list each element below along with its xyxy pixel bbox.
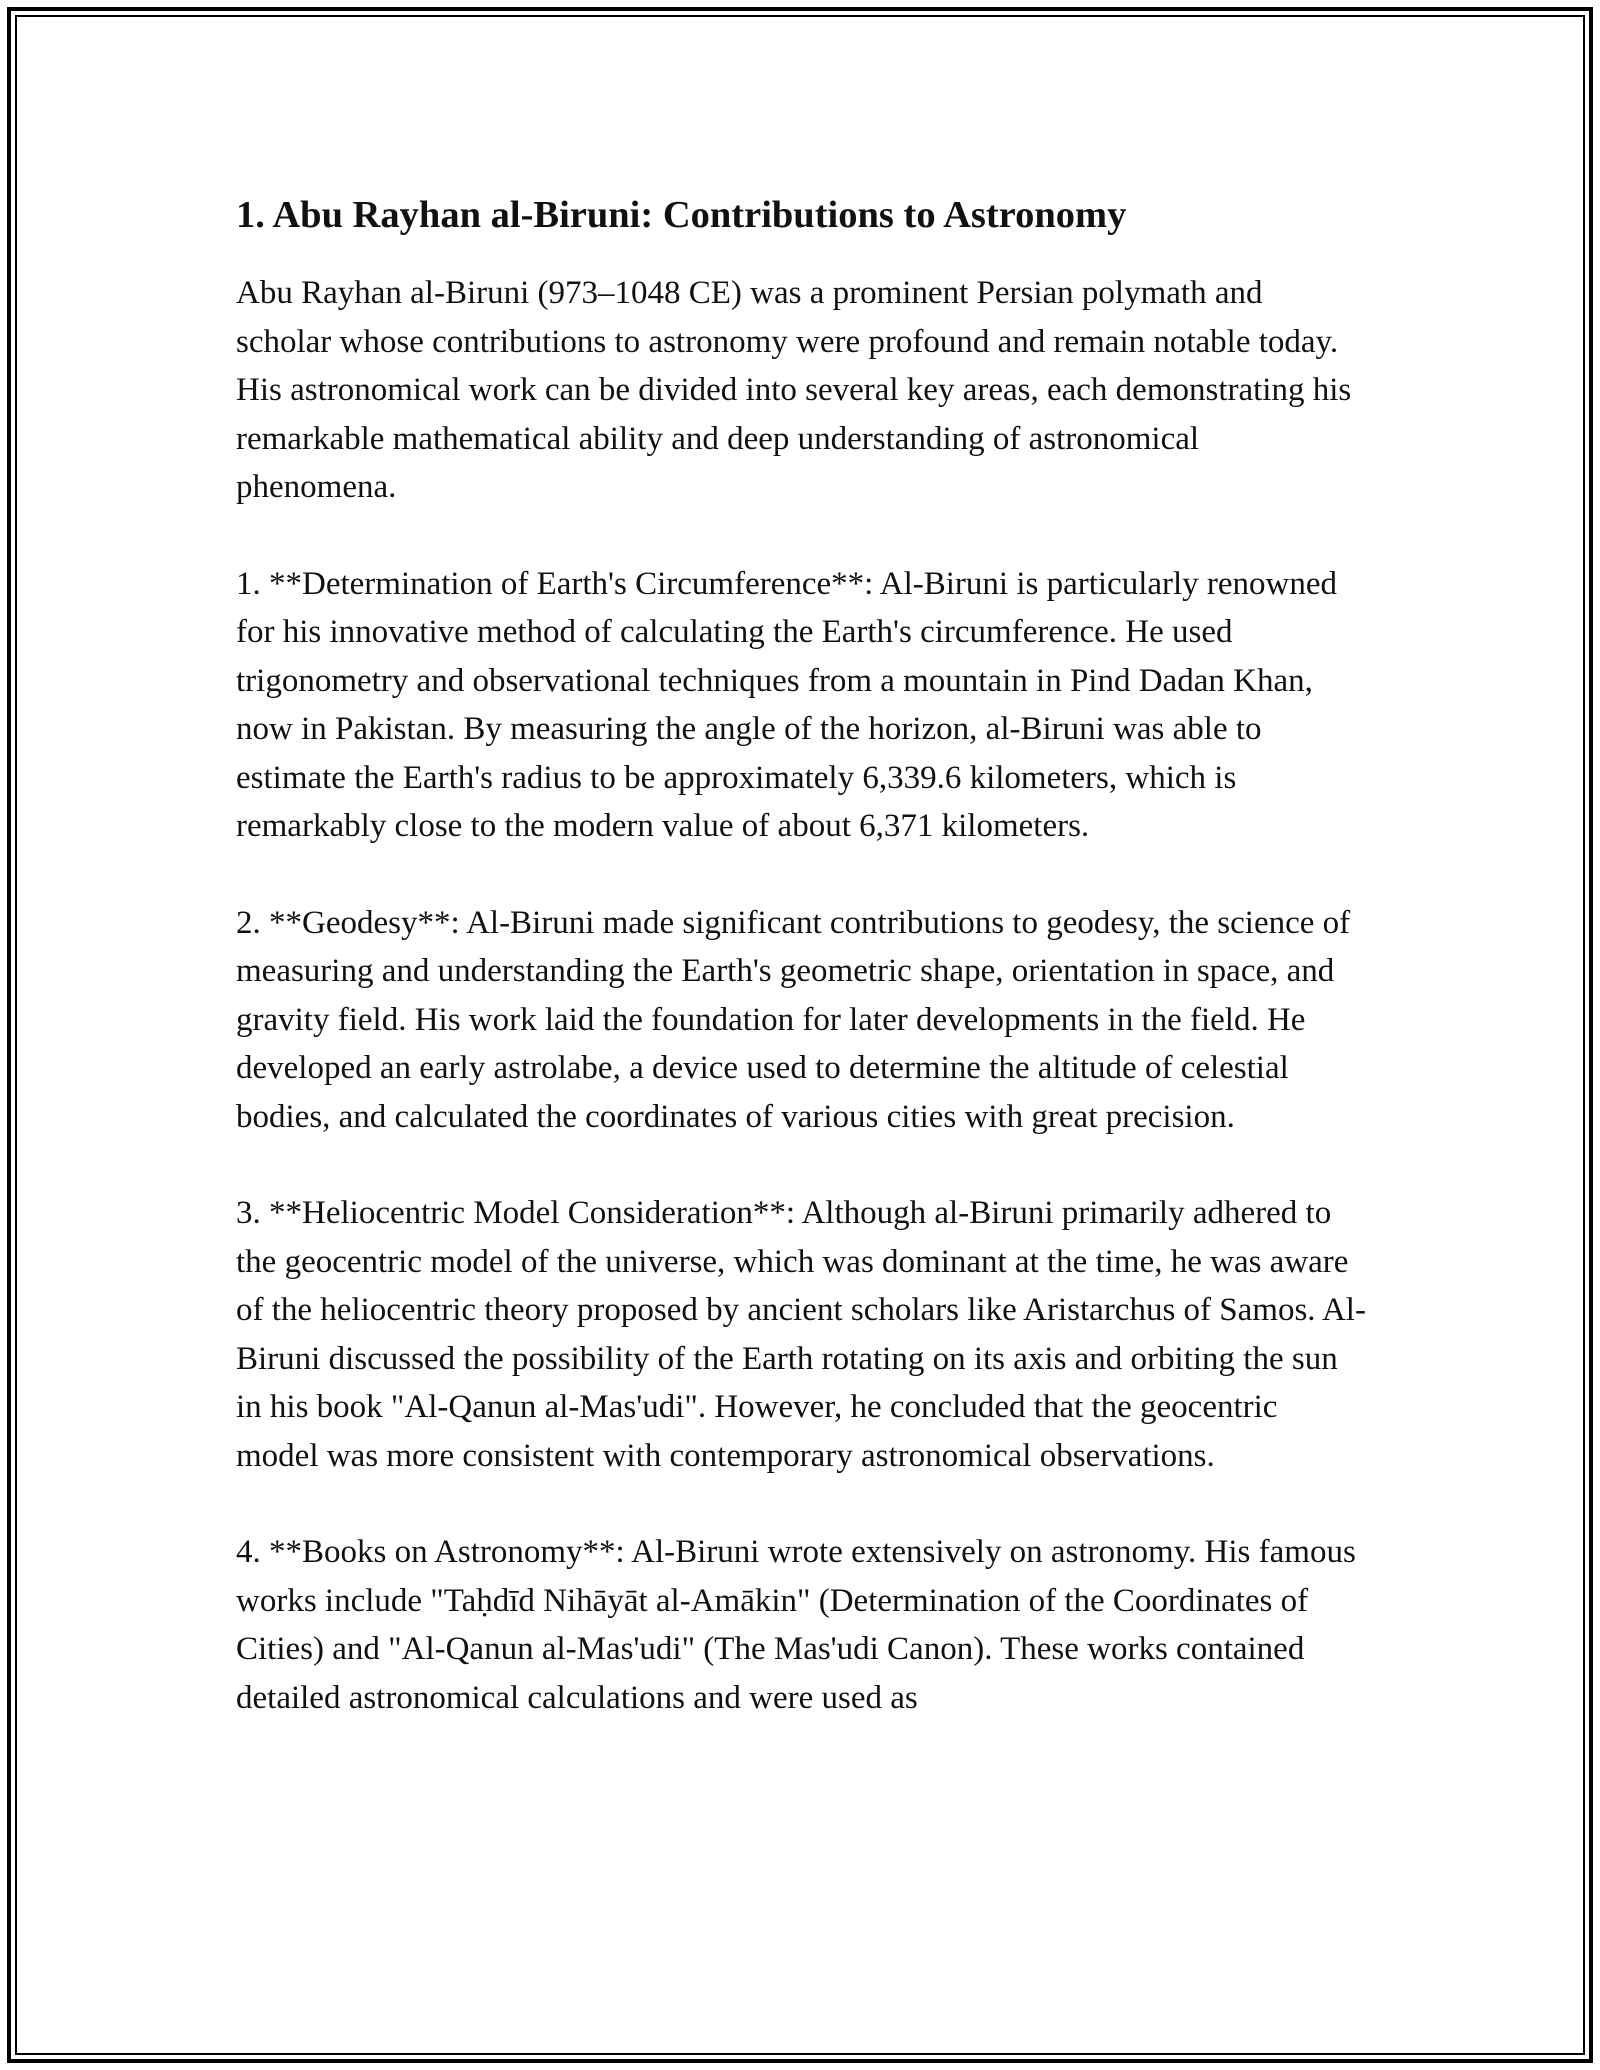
paragraph-heliocentric-model: 3. **Heliocentric Model Consideration**: Although al-Biruni primarily adhered to the geocentric model of the universe, which was dominant at the time, he was aware of the heliocentric theory proposed by ancient scholars like Aristarchus of Samos. Al-Biruni discussed the possibility of the Earth rotating on its axis and orbiting the sun in his book "Al-Qanun al-Mas'udi". However, he concluded that the geocentric model was more consistent with contemporary astronomical observations. (236, 1195, 1366, 1474)
paragraph-earth-circumference: 1. **Determination of Earth's Circumference**: Al-Biruni is particularly renowned for his innovative method of calculating the Earth's circumference. He used trigonometry and observational techniques from a mountain in Pind Dadan Khan, now in Pakistan. By measuring the angle of the horizon, al-Biruni was able to estimate the Earth's radius to be approximately 6,339.6 kilometers, which is remarkably close to the modern value of about 6,371 kilometers. (236, 565, 1338, 844)
paragraph-books-on-astronomy: 4. **Books on Astronomy**: Al-Biruni wrote extensively on astronomy. His famous works include "Taḥdīd Nihāyāt al-Amākin" (Determination of the Coordinates of Cities) and "Al-Qanun al-Mas'udi" (The Mas'udi Canon). These works contained detailed astronomical calculations and were used as (236, 1534, 1356, 1716)
paragraph-geodesy: 2. **Geodesy**: Al-Biruni made significant contributions to geodesy, the science of measuring and understanding the Earth's geometric shape, orientation in space, and gravity field. His work laid the foundation for later developments in the field. He developed an early astrolabe, a device used to determine the altitude of celestial bodies, and calculated the coordinates of various cities with great precision. (236, 904, 1351, 1135)
intro-paragraph: Abu Rayhan al-Biruni (973–1048 CE) was a prominent Persian polymath and scholar whose contributions to astronomy were profound and remain notable today. His astronomical work can be divided into several key areas, each demonstrating his remarkable mathematical ability and deep understanding of astronomical phenomena. (236, 275, 1352, 505)
document-title: 1. Abu Rayhan al-Biruni: Contributions to Astronomy (236, 194, 1127, 236)
document-body (236, 183, 1366, 1770)
